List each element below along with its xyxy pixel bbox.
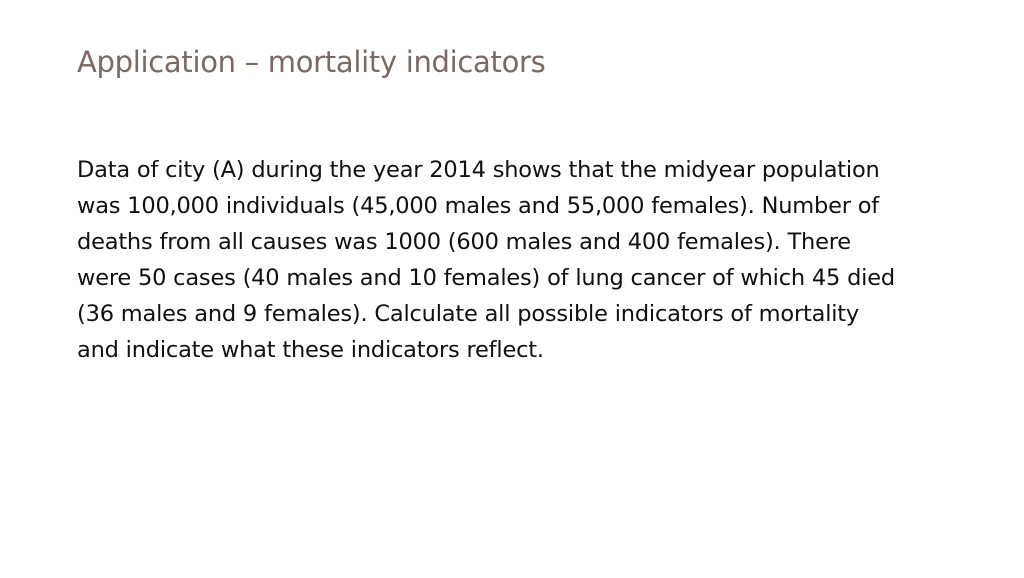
body-line: Data of city (A) during the year 2014 shows that the midyear population [77, 157, 880, 183]
body-line: (36 males and 9 females). Calculate all possible indicators of mortality [77, 301, 860, 327]
slide-body-text [77, 152, 895, 368]
body-line: were 50 cases (40 males and 10 females) of lung cancer of which 45 died [77, 265, 895, 291]
slide-title: Application – mortality indicators [77, 45, 546, 79]
body-line: deaths from all causes was 1000 (600 males and 400 females). There [77, 229, 851, 255]
body-line: and indicate what these indicators reflect. [77, 337, 544, 363]
body-line: was 100,000 individuals (45,000 males and 55,000 females). Number of [77, 193, 880, 219]
